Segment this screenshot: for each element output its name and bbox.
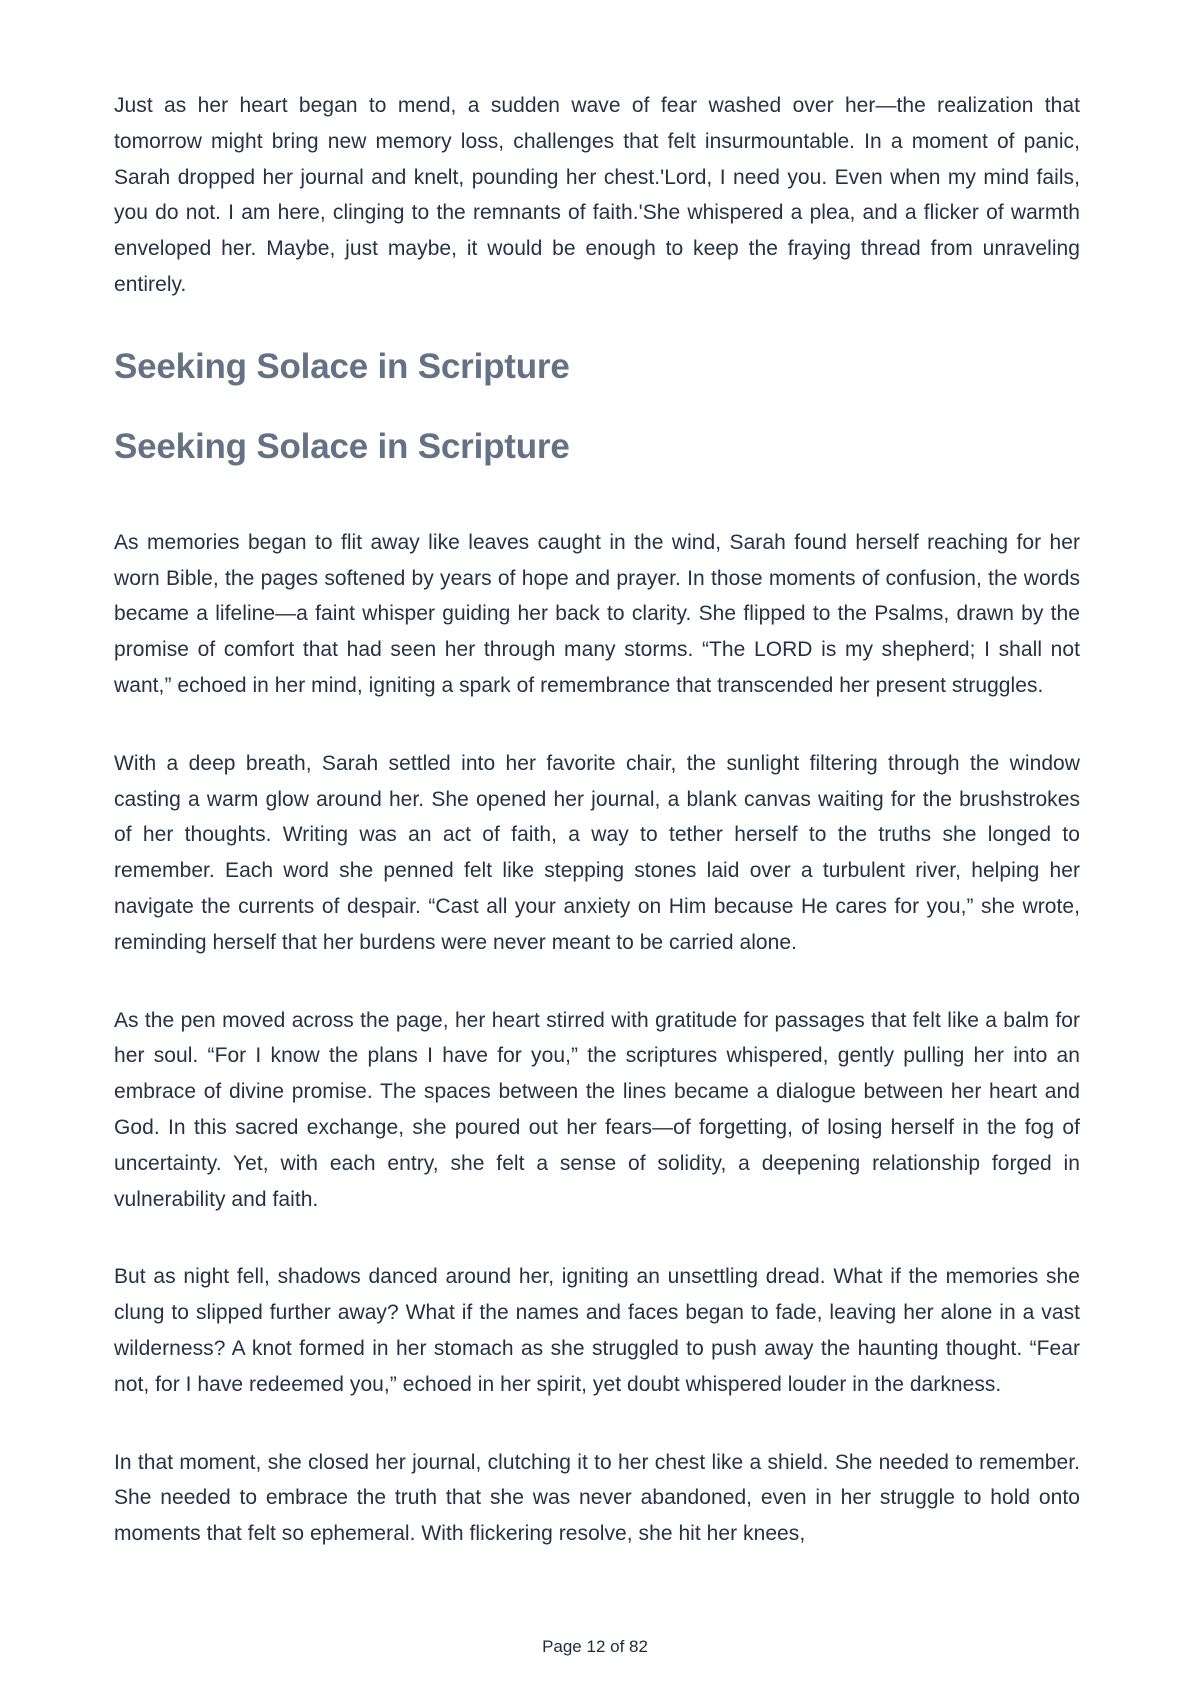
- paragraph-journal: With a deep breath, Sarah settled into her favorite chair, the sunlight filtering through the window casting a warm glow around her. She opened her journal, a blank canvas waiting for the brushstrokes of her thoughts. Writing was an act of faith, a way to tether herself to the truths she longed to remember. Each word she penned felt like stepping stones laid over a turbulent river, helping her navigate the currents of despair. “Cast all your anxiety on Him because He cares for you,” she wrote, reminding herself that her burdens were never meant to be carried alone.: [114, 751, 1080, 954]
- paragraph-gratitude: As the pen moved across the page, her heart stirred with gratitude for passages that felt like a balm for her soul. “For I know the plans I have for you,” the scriptures whispered, gently pulling her into an embrace of divine promise. The spaces between the lines became a dialogue between her heart and God. In this sacred exchange, she poured out her fears—of forgetting, of losing herself in the fog of uncertainty. Yet, with each entry, she felt a sense of solidity, a deepening relationship forged in vulnerability and faith.: [114, 1008, 1080, 1211]
- page-content: [114, 88, 1080, 1552]
- paragraph-night: But as night fell, shadows danced around her, igniting an unsettling dread. What if the memories she clung to slipped further away? What if the names and faces began to fade, leaving her alone in a vast wilderness? A knot formed in her stomach as she struggled to push away the haunting thought. “Fear not, for I have redeemed you,” echoed in her spirit, yet doubt whispered louder in the darkness.: [114, 1265, 1080, 1396]
- paragraph-intro: Just as her heart began to mend, a sudden wave of fear washed over her—the realization that tomorrow might bring new memory loss, challenges that felt insurmountable. In a moment of panic, Sarah dropped her journal and knelt, pounding her chest.'Lord, I need you. Even when my mind fails, you do not. I am here, clinging to the remnants of faith.'She whispered a plea, and a flicker of warmth enveloped her. Maybe, just maybe, it would be enough to keep the fraying thread from unraveling entirely.: [114, 94, 1080, 296]
- paragraph-closing: In that moment, she closed her journal, clutching it to her chest like a shield. She needed to remember. She needed to embrace the truth that she was never abandoned, even in her struggle to hold onto moments that felt so ephemeral. With flickering resolve, she hit her knees,: [114, 1450, 1080, 1546]
- section-heading-repeat: Seeking Solace in Scripture: [114, 426, 570, 466]
- section-heading: Seeking Solace in Scripture: [114, 346, 570, 386]
- paragraph-bible: As memories began to flit away like leaves caught in the wind, Sarah found herself reaching for her worn Bible, the pages softened by years of hope and prayer. In those moments of confusion, the words became a lifeline—a faint whisper guiding her back to clarity. She flipped to the Psalms, drawn by the promise of comfort that had seen her through many storms. “The LORD is my shepherd; I shall not want,” echoed in her mind, igniting a spark of remembrance that transcended her present struggles.: [114, 530, 1080, 697]
- page-number: Page 12 of 82: [542, 1637, 648, 1656]
